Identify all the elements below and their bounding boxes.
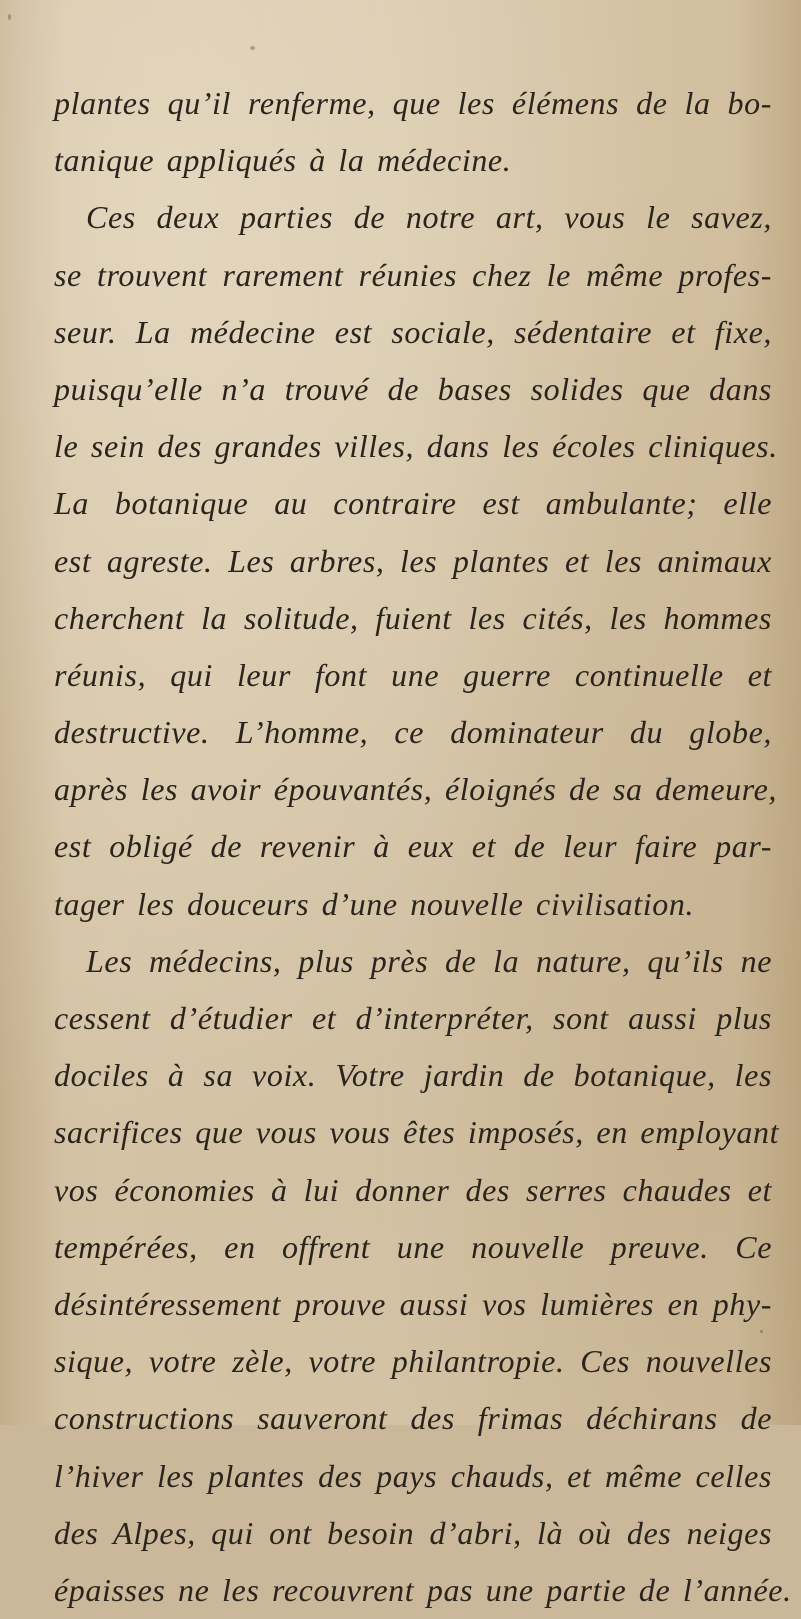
text-line: est obligé de revenir à eux et de leur faire par- [54, 828, 772, 865]
text-line: tager les douceurs d’une nouvelle civilisation. [54, 885, 695, 922]
text-line: après les avoir épouvantés, éloignés de sa demeure, [54, 771, 778, 808]
text-line: épaisses ne les recouvrent pas une partie de l’année. [54, 1571, 792, 1608]
text-line: le sein des grandes villes, dans les écoles cliniques. [54, 428, 778, 465]
text-line: cherchent la solitude, fuient les cités, les hommes [54, 599, 772, 636]
text-line: tempérées, en offrent une nouvelle preuve. Ce [54, 1228, 772, 1265]
text-line: destructive. L’homme, ce dominateur du globe, [54, 714, 772, 751]
text-line: l’hiver les plantes des pays chauds, et même celles [54, 1457, 772, 1494]
text-line: des Alpes, qui ont besoin d’abri, là où des neiges [54, 1514, 772, 1551]
text-line: réunis, qui leur font une guerre continuelle et [54, 656, 772, 693]
text-line: seur. La médecine est sociale, sédentaire et fixe, [54, 313, 772, 350]
text-line: vos économies à lui donner des serres chaudes et [54, 1171, 772, 1208]
text-line: plantes qu’il renferme, que les élémens de la bo- [54, 85, 772, 121]
text-line: est agreste. Les arbres, les plantes et les animaux [54, 542, 772, 579]
text-line: constructions sauveront des frimas déchirans de [54, 1400, 772, 1437]
text-line: sique, votre zèle, votre philantropie. Ces nouvelles [54, 1343, 772, 1380]
text-line: puisqu’elle n’a trouvé de bases solides que dans [54, 370, 772, 407]
paper-speck [8, 14, 11, 20]
paper-speck [250, 46, 255, 50]
text-line: La botanique au contraire est ambulante; elle [54, 485, 772, 522]
paragraph-start-line: Les médecins, plus près de la nature, qu’ils ne [86, 942, 772, 979]
text-line: désintéressement prouve aussi vos lumières en phy- [54, 1285, 772, 1322]
body-text [54, 75, 792, 1619]
text-line: dociles à sa voix. Votre jardin de botanique, les [54, 1057, 772, 1094]
text-line: se trouvent rarement réunies chez le même profes- [54, 256, 772, 293]
text-line: cessent d’étudier et d’interpréter, sont aussi plus [54, 1000, 772, 1036]
text-line: tanique appliqués à la médecine. [54, 142, 512, 179]
text-line: sacrifices que vous vous êtes imposés, en employant [54, 1114, 780, 1151]
paragraph-start-line: Ces deux parties de notre art, vous le savez, [86, 199, 772, 236]
